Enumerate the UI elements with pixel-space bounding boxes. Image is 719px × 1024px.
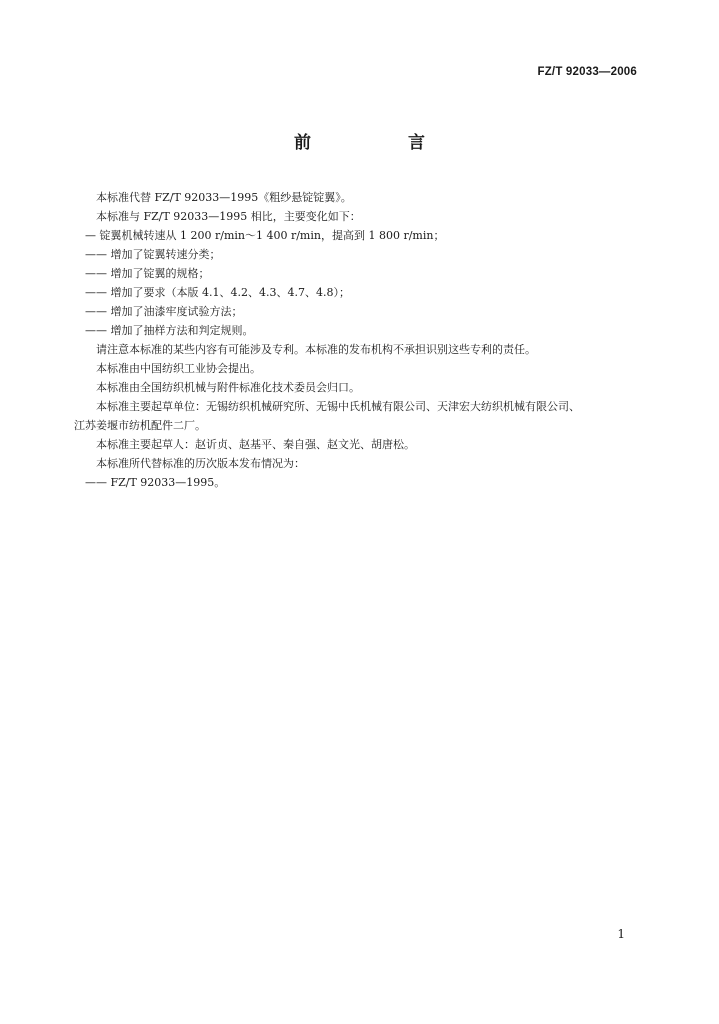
- paragraph-patent-notice: 请注意本标准的某些内容有可能涉及专利。本标准的发布机构不承担识别这些专利的责任。: [96, 343, 536, 356]
- page-title: 前 言: [294, 133, 465, 153]
- paragraph-history-intro: 本标准所代替标准的历次版本发布情况为：: [96, 457, 305, 470]
- page-number: 1: [617, 927, 625, 941]
- paragraph-centralized-by: 本标准由全国纺织机械与附件标准化技术委员会归口。: [96, 381, 360, 394]
- standard-code: FZ/T 92033—2006: [537, 66, 637, 78]
- paragraph-drafting-units: 本标准主要起草单位：无锡纺织机械研究所、无锡中氏机械有限公司、天津宏大纺织机械有限公司、: [96, 400, 580, 413]
- paragraph-proposed-by: 本标准由中国纺织工业协会提出。: [96, 362, 261, 375]
- change-item-paint-test: —— 增加了油漆牢度试验方法；: [85, 305, 243, 318]
- change-item-specification: —— 增加了锭翼的规格；: [85, 267, 210, 280]
- paragraph-replaces: 本标准代替 FZ/T 92033—1995《粗纱悬锭锭翼》。: [96, 191, 352, 204]
- change-item-requirements: —— 增加了要求（本版 4.1、4.2、4.3、4.7、4.8）；: [85, 286, 350, 299]
- paragraph-changes-intro: 本标准与 FZ/T 92033—1995 相比，主要变化如下：: [96, 210, 361, 223]
- change-item-speed: — 锭翼机械转速从 1 200 r/min～1 400 r/min，提高到 1 800 r/min；: [85, 229, 445, 242]
- foreword-body: [74, 188, 665, 492]
- change-item-speed-class: —— 增加了锭翼转速分类；: [85, 248, 221, 261]
- change-item-sampling: —— 增加了抽样方法和判定规则。: [85, 324, 254, 337]
- paragraph-drafting-units-cont: 江苏姜堰市纺机配件二厂。: [74, 419, 206, 432]
- paragraph-drafters: 本标准主要起草人：赵䜣贞、赵基平、秦自强、赵文光、胡唐松。: [96, 438, 415, 451]
- history-item: —— FZ/T 92033—1995。: [85, 476, 226, 489]
